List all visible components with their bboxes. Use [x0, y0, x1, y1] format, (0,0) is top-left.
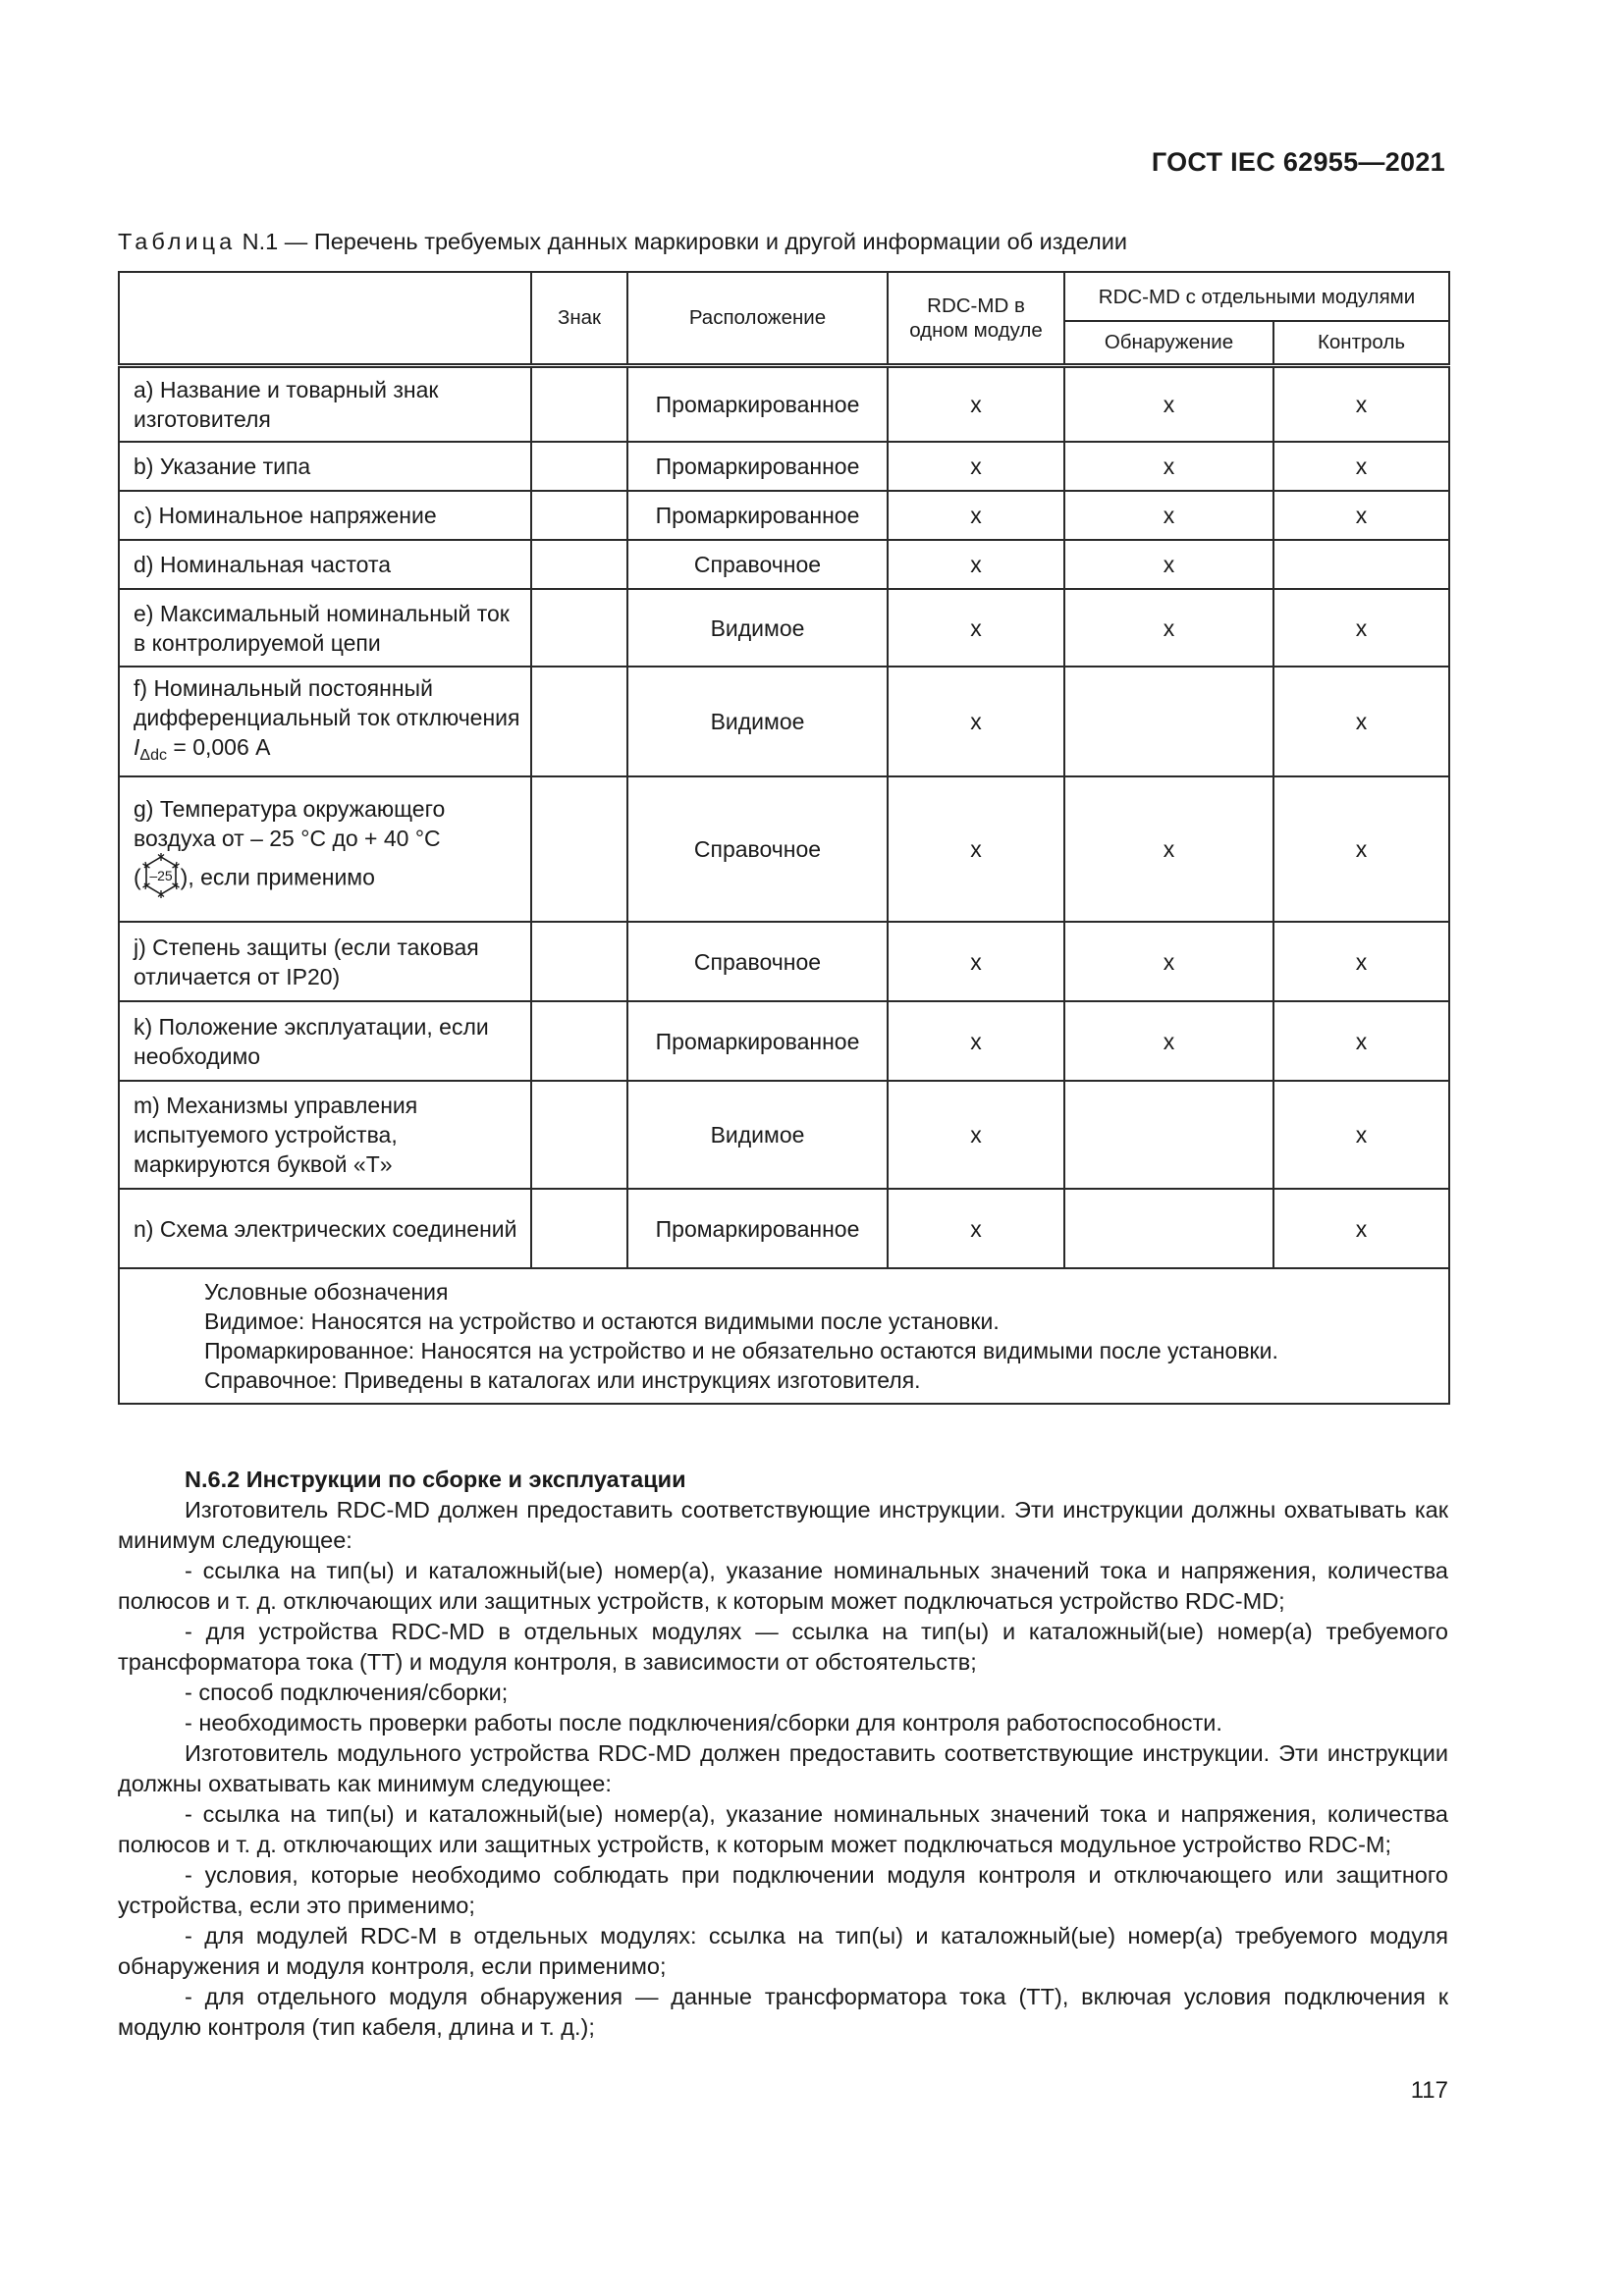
table-row	[119, 442, 1449, 491]
snowflake-temperature-icon	[141, 853, 181, 905]
table-row	[119, 589, 1449, 667]
control-cell: x	[1273, 1189, 1449, 1268]
control-cell: x	[1273, 491, 1449, 540]
sign-cell	[531, 589, 627, 667]
list-item: - необходимость проверки работы после подключения/сборки для контроля работоспособности.	[185, 1710, 1222, 1735]
sign-cell	[531, 365, 627, 442]
feature-tail: = 0,006 А	[166, 733, 271, 760]
legend-title: Условные обозначения	[204, 1279, 449, 1305]
location-cell: Справочное	[627, 540, 888, 589]
feature-cell: j) Степень защиты (если таковая отличается от IP20)	[119, 922, 531, 1001]
detection-cell	[1064, 1081, 1273, 1189]
header-single-module: RDC-MD в одном модуле	[888, 272, 1064, 365]
header-location: Расположение	[627, 272, 888, 365]
caption-prefix: Таблица	[118, 229, 237, 254]
single-cell: x	[888, 491, 1064, 540]
feature-cell	[119, 776, 531, 922]
paragraph: Изготовитель модульного устройства RDC-MD должен предоставить соответствующие инструкции. Эти инструкции должны охватывать как минимум следующее:	[118, 1740, 1448, 1796]
single-cell: x	[888, 540, 1064, 589]
page-number: 117	[1410, 2077, 1448, 2104]
feature-cell: a) Название и товарный знак изготовителя	[119, 365, 531, 442]
single-cell: x	[888, 1189, 1064, 1268]
table-row	[119, 1081, 1449, 1189]
detection-cell: x	[1064, 365, 1273, 442]
sign-cell	[531, 1001, 627, 1081]
feature-cell	[119, 667, 531, 776]
legend-row	[119, 1268, 1449, 1404]
location-cell: Промаркированное	[627, 1189, 888, 1268]
detection-cell	[1064, 667, 1273, 776]
list-item: - ссылка на тип(ы) и каталожный(ые) номер(а), указание номинальных значений тока и напряжения, количества полюсов и т. д. отключающих или защитных устройств, к которым может подключаться устройство RDC-MD;	[118, 1558, 1448, 1614]
single-cell: x	[888, 1001, 1064, 1081]
feature-cell: e) Максимальный номинальный ток в контролируемой цепи	[119, 589, 531, 667]
location-cell: Промаркированное	[627, 1001, 888, 1081]
single-cell: x	[888, 667, 1064, 776]
header-control: Контроль	[1273, 321, 1449, 365]
single-cell: x	[888, 922, 1064, 1001]
legend-visible: Видимое: Наносятся на устройство и остаются видимыми после установки.	[204, 1308, 1000, 1334]
standard-header: ГОСТ IEC 62955—2021	[1151, 147, 1445, 177]
section-heading: N.6.2 Инструкции по сборке и эксплуатации	[185, 1467, 686, 1492]
control-cell: x	[1273, 667, 1449, 776]
list-item: - для устройства RDC-MD в отдельных модулях — ссылка на тип(ы) и каталожный(ые) номер(а) требуемого трансформатора тока (ТТ) и модуля контроля, в зависимости от обстоятельств;	[118, 1619, 1448, 1675]
feature-cell: d) Номинальная частота	[119, 540, 531, 589]
caption-text: N.1 — Перечень требуемых данных маркировки и другой информации об изделии	[236, 229, 1127, 254]
control-cell: x	[1273, 442, 1449, 491]
location-cell: Промаркированное	[627, 442, 888, 491]
control-cell: x	[1273, 365, 1449, 442]
control-cell	[1273, 540, 1449, 589]
sign-cell	[531, 1189, 627, 1268]
sign-cell	[531, 442, 627, 491]
list-item: - способ подключения/сборки;	[185, 1680, 509, 1705]
single-cell: x	[888, 589, 1064, 667]
location-cell: Видимое	[627, 1081, 888, 1189]
control-cell: x	[1273, 1081, 1449, 1189]
symbol-label: –25	[148, 867, 173, 883]
current-symbol: I	[134, 733, 140, 760]
location-cell: Видимое	[627, 589, 888, 667]
sign-cell	[531, 922, 627, 1001]
sign-cell	[531, 776, 627, 922]
feature-cell: m) Механизмы управления испытуемого устройства, маркируются буквой «T»	[119, 1081, 531, 1189]
detection-cell: x	[1064, 491, 1273, 540]
sign-cell	[531, 1081, 627, 1189]
single-cell: x	[888, 442, 1064, 491]
section-body	[118, 1465, 1448, 2106]
single-cell: x	[888, 365, 1064, 442]
detection-cell: x	[1064, 1001, 1273, 1081]
location-cell: Промаркированное	[627, 491, 888, 540]
legend-reference: Справочное: Приведены в каталогах или инструкциях изготовителя.	[204, 1367, 921, 1393]
list-item: - условия, которые необходимо соблюдать при подключении модуля контроля и отключающего или защитного устройства, если это применимо;	[118, 1862, 1448, 1918]
detection-cell: x	[1064, 589, 1273, 667]
location-cell: Видимое	[627, 667, 888, 776]
detection-cell: x	[1064, 540, 1273, 589]
control-cell: x	[1273, 922, 1449, 1001]
sign-cell	[531, 540, 627, 589]
table-row	[119, 1189, 1449, 1268]
single-cell: x	[888, 776, 1064, 922]
detection-cell: x	[1064, 442, 1273, 491]
marking-table	[118, 271, 1450, 1405]
control-cell: x	[1273, 589, 1449, 667]
list-item: - ссылка на тип(ы) и каталожный(ые) номер(а), указание номинальных значений тока и напряжения, количества полюсов и т. д. отключающих или защитных устройств, к которым может подключаться модульное устройство RDC-M;	[118, 1801, 1448, 1857]
table-row	[119, 922, 1449, 1001]
location-cell: Справочное	[627, 776, 888, 922]
header-feature	[119, 272, 531, 365]
feature-cell: b) Указание типа	[119, 442, 531, 491]
table-row	[119, 365, 1449, 442]
legend-cell	[119, 1268, 1449, 1404]
paragraph: Изготовитель RDC-MD должен предоставить соответствующие инструкции. Эти инструкции должны охватывать как минимум следующее:	[118, 1497, 1448, 1553]
single-cell: x	[888, 1081, 1064, 1189]
table-row	[119, 776, 1449, 922]
table-row	[119, 540, 1449, 589]
sign-cell	[531, 667, 627, 776]
table-row	[119, 491, 1449, 540]
feature-cell: k) Положение эксплуатации, если необходимо	[119, 1001, 531, 1081]
control-cell: x	[1273, 1001, 1449, 1081]
detection-cell: x	[1064, 922, 1273, 1001]
feature-tail: ), если применимо	[180, 864, 375, 890]
control-cell: x	[1273, 776, 1449, 922]
table-row	[119, 1001, 1449, 1081]
feature-text: f) Номинальный постоянный дифференциальный ток отключения	[134, 674, 520, 730]
feature-cell: n) Схема электрических соединений	[119, 1189, 531, 1268]
table-row	[119, 667, 1449, 776]
feature-text: g) Температура окружающего воздуха от – 25 °C до + 40 °C	[134, 795, 446, 851]
header-sign: Знак	[531, 272, 627, 365]
current-subscript: Δdc	[139, 746, 167, 764]
location-cell: Промаркированное	[627, 365, 888, 442]
detection-cell	[1064, 1189, 1273, 1268]
paren-open: (	[134, 864, 141, 890]
location-cell: Справочное	[627, 922, 888, 1001]
list-item: - для отдельного модуля обнаружения — данные трансформатора тока (ТТ), включая условия подключения к модулю контроля (тип кабеля, длина и т. д.);	[118, 1984, 1448, 2040]
header-detection: Обнаружение	[1064, 321, 1273, 365]
legend-marked: Промаркированное: Наносятся на устройство и не обязательно остаются видимыми после установки.	[204, 1338, 1278, 1363]
list-item: - для модулей RDC-M в отдельных модулях: ссылка на тип(ы) и каталожный(ые) номер(а) требуемого модуля обнаружения и модуля контроля, если применимо;	[118, 1923, 1448, 1979]
detection-cell: x	[1064, 776, 1273, 922]
feature-cell: c) Номинальное напряжение	[119, 491, 531, 540]
sign-cell	[531, 491, 627, 540]
header-separate-modules: RDC-MD с отдельными модулями	[1064, 272, 1449, 321]
table-caption	[118, 229, 1127, 255]
